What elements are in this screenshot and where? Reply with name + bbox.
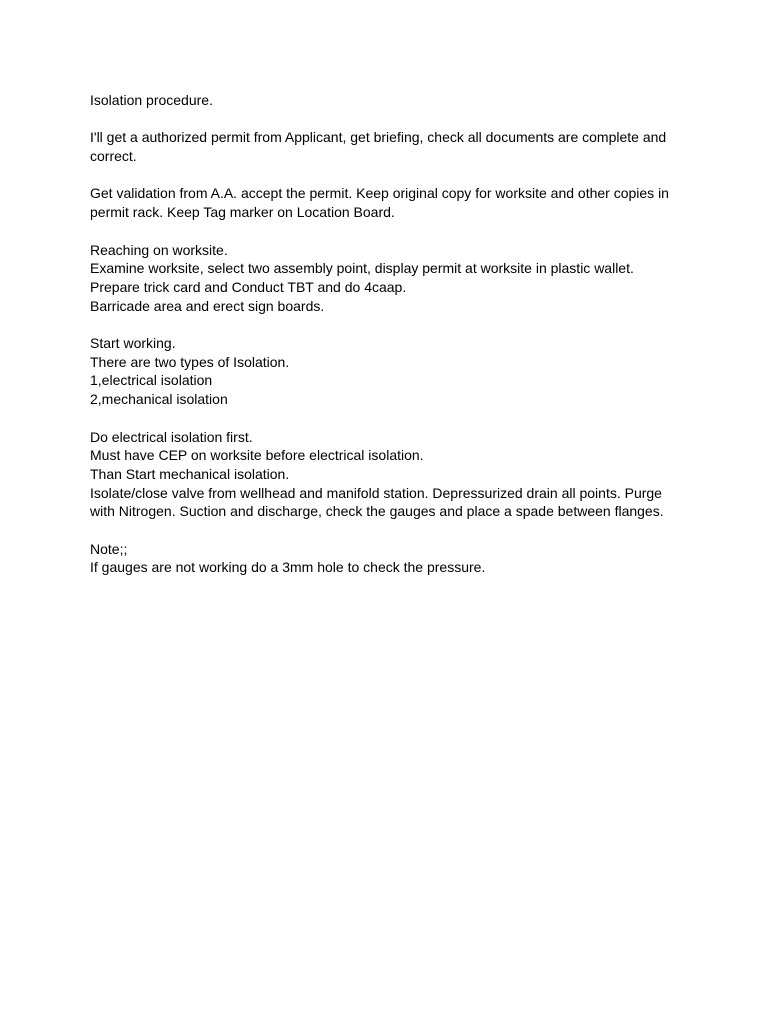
- permit-paragraph: I'll get a authorized permit from Applicant, get briefing, check all documents are complete and correct.: [90, 129, 667, 165]
- working-section: [90, 334, 680, 409]
- note-section: [90, 540, 680, 577]
- note-text: If gauges are not working do a 3mm hole to check the pressure.: [90, 559, 486, 576]
- validation-paragraph: Get validation from A.A. accept the permit. Keep original copy for worksite and other copies in permit rack. Keep Tag marker on Location Board.: [90, 185, 669, 221]
- working-line: 2,mechanical isolation: [90, 391, 228, 408]
- working-line: 1,electrical isolation: [90, 372, 213, 389]
- working-line: There are two types of Isolation.: [90, 353, 290, 370]
- document-title: Isolation procedure.: [90, 92, 213, 108]
- worksite-line: Examine worksite, select two assembly point, display permit at worksite in plastic wallet.: [90, 260, 634, 277]
- isolation-steps-paragraph: Isolate/close valve from wellhead and manifold station. Depressurized drain all points. Purge with Nitrogen. Suction and discharge, check the gauges and place a spade between flanges.: [90, 484, 664, 520]
- document-body: [90, 91, 680, 596]
- worksite-line: Barricade area and erect sign boards.: [90, 297, 325, 314]
- electrical-section: [90, 428, 680, 522]
- electrical-line: Must have CEP on worksite before electrical isolation.: [90, 447, 424, 464]
- worksite-line: Prepare trick card and Conduct TBT and do 4caap.: [90, 278, 407, 295]
- electrical-line: Than Start mechanical isolation.: [90, 465, 290, 482]
- electrical-line: Do electrical isolation first.: [90, 428, 253, 445]
- worksite-section: [90, 241, 680, 316]
- worksite-heading: Reaching on worksite.: [90, 241, 228, 258]
- note-heading: Note;;: [90, 540, 128, 557]
- working-heading: Start working.: [90, 335, 176, 352]
